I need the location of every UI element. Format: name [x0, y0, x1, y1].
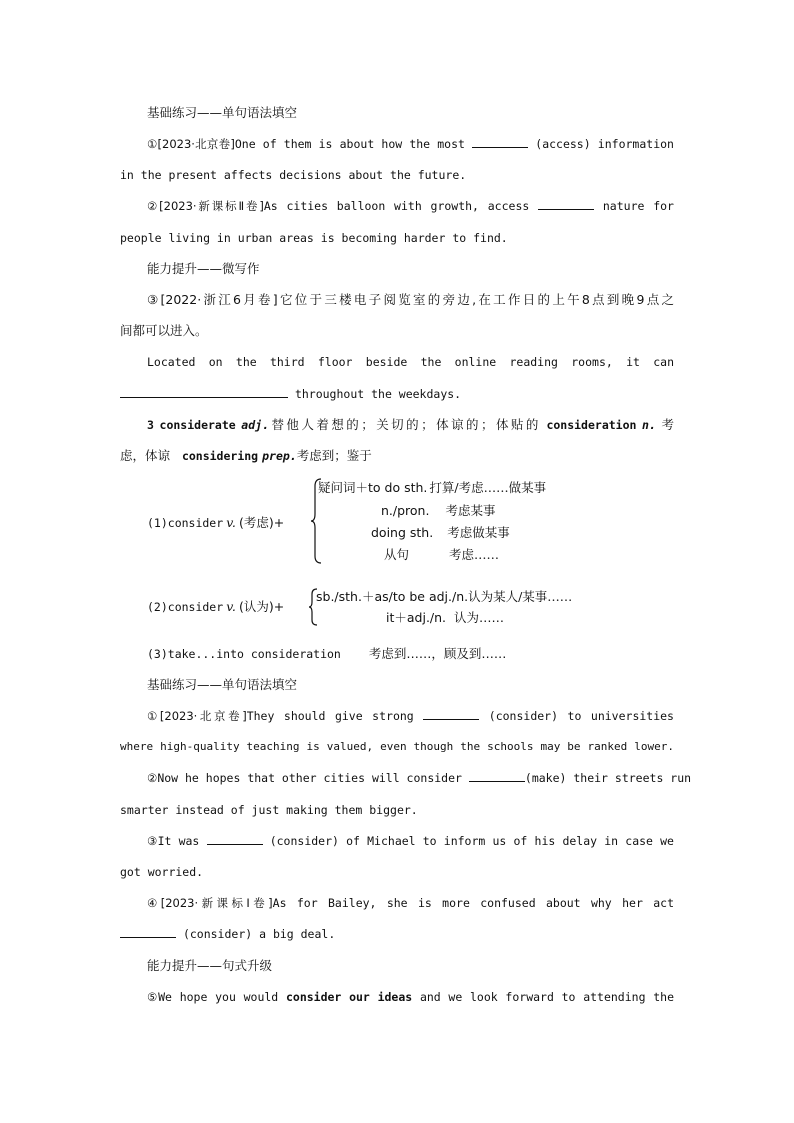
answer-blank[interactable] [120, 925, 176, 938]
answer-blank[interactable] [538, 197, 594, 210]
exercise-line: ⑤We hope you would consider our ideas and we look forward to attending the [147, 990, 675, 1004]
exercise-line: people living in urban areas is becoming harder to find. [120, 231, 508, 245]
exercise-line: ③[2022·浙江6月卷]它位于三楼电子阅览室的旁边,在工作日的上午8点到晚9点之 [147, 292, 674, 307]
exercise-line: smarter instead of just making them bigger. [120, 803, 418, 817]
usage-label: (2)consider v. (认为)+ [147, 599, 285, 614]
word-entry: 3 considerate adj.替他人着想的；关切的；体谅的；体贴的 consideration n. 考 [147, 417, 675, 432]
answer-blank[interactable] [423, 707, 479, 720]
exercise-line: ③It was (consider) of Michael to inform us of his delay in case we [147, 834, 674, 848]
answer-blank[interactable] [120, 385, 288, 398]
exercise-line: Located on the third floor beside the online reading rooms, it can [147, 355, 674, 369]
exercise-line: got worried. [120, 865, 204, 879]
usage-row: n./pron. 考虑某事 [381, 503, 496, 518]
exercise-line: ④[2023·新课标Ⅰ卷]As for Bailey, she is more confused about why her act [147, 896, 674, 910]
exercise-line: where high-quality teaching is valued, even though the schools may be ranked lower. [120, 740, 674, 753]
usage-label: (1)consider v. (考虑)+ [147, 515, 285, 530]
section-heading: 能力提升——句式升级 [147, 958, 273, 973]
exercise-line: (consider) a big deal. [120, 925, 674, 943]
usage-row: 从句 考虑…… [384, 547, 500, 562]
section-heading: 基础练习——单句语法填空 [147, 105, 298, 120]
usage-row: doing sth. 考虑做某事 [371, 525, 510, 540]
exercise-line: throughout the weekdays. [120, 385, 674, 403]
section-heading: 基础练习——单句语法填空 [147, 677, 298, 692]
exercise-line: ①[2023·北京卷]One of them is about how the most (access) information [147, 137, 674, 151]
answer-blank[interactable] [207, 832, 263, 845]
word-entry: 虑，体谅 considering prep.考虑到；鉴于 [120, 448, 372, 463]
exercise-line: ②Now he hopes that other cities will consider (make) their streets run [147, 771, 692, 785]
exercise-line: ①[2023·北京卷]They should give strong (consider) to universities [147, 709, 674, 723]
section-heading: 能力提升——微写作 [147, 261, 260, 276]
usage-label: (3)take...into consideration 考虑到……，顾及到…… [147, 646, 507, 661]
exercise-line: 间都可以进入。 [120, 323, 208, 338]
exercise-line: ②[2023·新课标Ⅱ卷]As cities balloon with growth, access nature for [147, 199, 674, 213]
answer-blank[interactable] [469, 769, 525, 782]
usage-row: 疑问词＋to do sth. 打算/考虑……做某事 [318, 480, 547, 495]
usage-row: sb./sth.＋as/to be adj./n.认为某人/某事…… [316, 589, 573, 604]
answer-blank[interactable] [472, 135, 528, 148]
exercise-line: in the present affects decisions about the future. [120, 168, 467, 182]
usage-row: it＋adj./n. 认为…… [386, 610, 505, 625]
